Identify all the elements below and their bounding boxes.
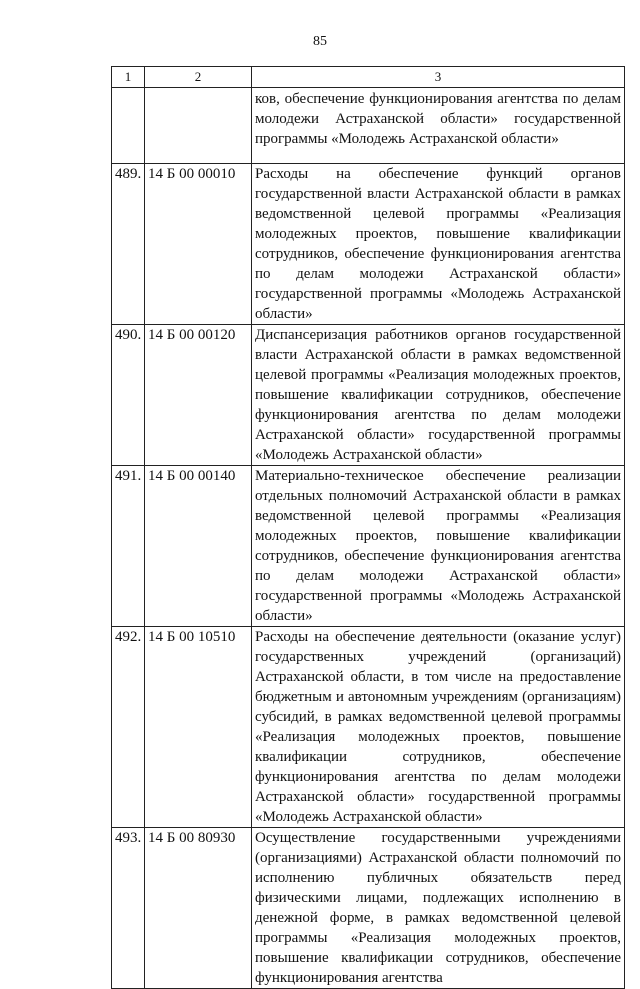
column-header-description: 3: [252, 67, 625, 88]
row-number: 489.: [112, 164, 145, 325]
row-number: 493.: [112, 828, 145, 989]
column-header-code: 2: [145, 67, 252, 88]
row-code: 14 Б 00 00140: [145, 466, 252, 627]
row-number: 492.: [112, 627, 145, 828]
row-code: 14 Б 00 00010: [145, 164, 252, 325]
table-header-row: [112, 67, 625, 88]
table-row: [112, 627, 625, 828]
row-description: Расходы на обеспечение деятельности (оказание услуг) государственных учреждений (организаций) Астраханской области, в том числе на предоставление бюджетным и автономным учреждениям (организациям) субсидий, в рамках ведомственной целевой программы «Реализация молодежных проектов, повышение квалификации сотрудников, обеспечение функционирования агентства по делам молодежи Астраханской области» государственной программы «Молодежь Астраханской области»: [252, 627, 625, 828]
table-row: [112, 828, 625, 989]
table-row: [112, 164, 625, 325]
row-description: Диспансеризация работников органов государственной власти Астраханской области в рамках ведомственной целевой программы «Реализация молодежных проектов, повышение квалификации сотрудников, обеспечение функционирования агентства по делам молодежи Астраханской области» государственной программы «Молодежь Астраханской области»: [252, 325, 625, 466]
table-row: [112, 325, 625, 466]
budget-classification-table: [111, 66, 625, 989]
row-code: 14 Б 00 10510: [145, 627, 252, 828]
row-code: 14 Б 00 80930: [145, 828, 252, 989]
column-header-number: 1: [112, 67, 145, 88]
row-description: Расходы на обеспечение функций органов государственной власти Астраханской области в рамках ведомственной целевой программы «Реализация молодежных проектов, повышение квалификации сотрудников, обеспечение функционирования агентства по делам молодежи Астраханской области» государственной программы «Молодежь Астраханской области»: [252, 164, 625, 325]
page-number: 85: [313, 34, 327, 49]
row-code: [145, 88, 252, 164]
row-number: [112, 88, 145, 164]
row-code: 14 Б 00 00120: [145, 325, 252, 466]
row-description: ков, обеспечение функционирования агентства по делам молодежи Астраханской области» государственной программы «Молодежь Астраханской области»: [252, 88, 625, 164]
row-description: Осуществление государственными учреждениями (организациями) Астраханской области полномочий по исполнению публичных обязательств перед физическими лицами, подлежащих исполнению в денежной форме, в рамках ведомственной целевой программы «Реализация молодежных проектов, повышение квалификации сотрудников, обеспечение функционирования агентства: [252, 828, 625, 989]
table-row: [112, 466, 625, 627]
row-number: 490.: [112, 325, 145, 466]
row-description: Материально-техническое обеспечение реализации отдельных полномочий Астраханской области в рамках ведомственной целевой программы «Реализация молодежных проектов, повышение квалификации сотрудников, обеспечение функционирования агентства по делам молодежи Астраханской области» государственной программы «Молодежь Астраханской области»: [252, 466, 625, 627]
row-number: 491.: [112, 466, 145, 627]
table-row: [112, 88, 625, 164]
